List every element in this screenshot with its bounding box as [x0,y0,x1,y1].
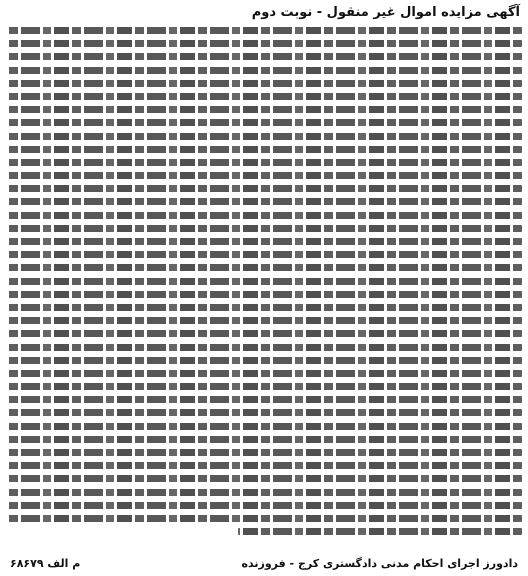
notice-body-text [4,25,524,555]
text-line [6,291,522,298]
text-line [6,515,522,522]
text-line [6,449,522,456]
text-line [6,436,522,443]
text-line [6,330,522,337]
text-line [6,462,522,469]
notice-reference-number: م الف ۶۸۶۷۹ [10,557,81,570]
text-line [6,67,522,74]
notice-signatory: دادورز اجرای احکام مدنی دادگستری کرج - فروزنده [241,557,518,570]
notice-header [4,4,524,22]
text-line [6,251,522,258]
text-line [6,264,522,271]
text-line [6,212,522,219]
text-line [6,370,522,377]
text-line [6,40,522,47]
text-line [6,489,522,496]
text-line [6,106,522,113]
text-line [6,146,522,153]
text-line [6,304,522,311]
text-line [6,423,522,430]
text-line [6,317,522,324]
text-line [6,198,522,205]
text-line [6,119,522,126]
text-line [6,502,522,509]
notice-title: آگهی مزایده اموال غیر منقول - نوبت دوم [251,5,520,20]
text-line [6,185,522,192]
text-line [6,344,522,351]
text-line [6,357,522,364]
text-line [6,396,522,403]
text-line [6,159,522,166]
text-line [6,80,522,87]
text-line [6,475,522,482]
text-line [238,528,522,535]
text-line [6,133,522,140]
text-line [6,238,522,245]
text-line [6,53,522,60]
text-line [6,409,522,416]
notice-footer [4,555,524,570]
text-line [6,172,522,179]
text-line [6,278,522,285]
text-line [6,225,522,232]
text-line [6,93,522,100]
text-line [6,27,522,34]
text-line [6,383,522,390]
